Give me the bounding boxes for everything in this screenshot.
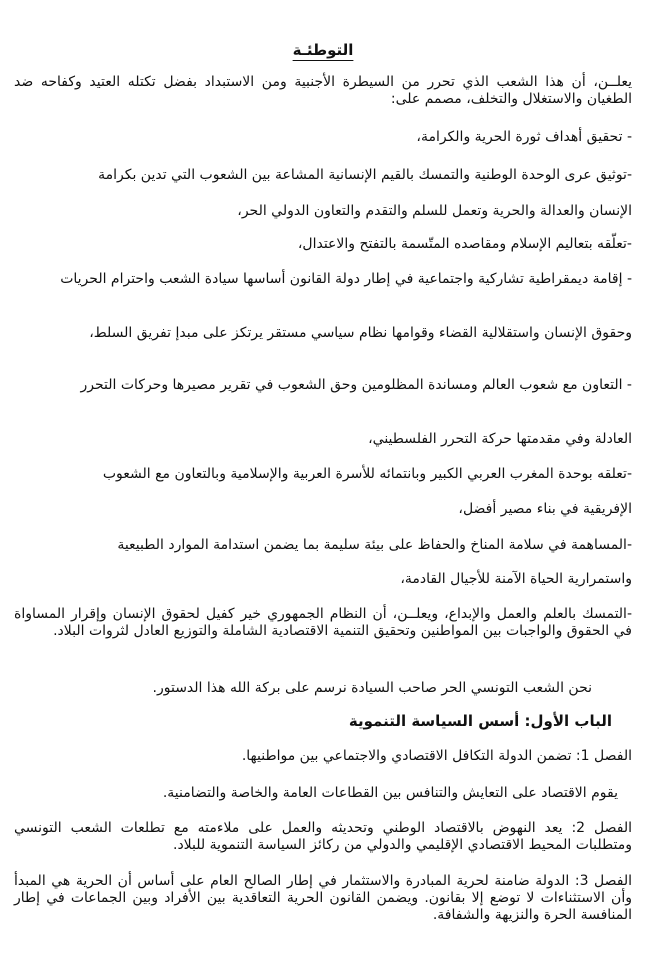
- preamble-item-climate: -المساهمة في سلامة المناخ والحفاظ على بيئة سليمة بما يضمن استدامة الموارد الطبيعية: [117, 537, 632, 553]
- preamble-item-democracy: - إقامة ديمقراطية تشاركية واجتماعية في إطار دولة القانون أساسها سيادة الشعب واحترام الحريات: [60, 271, 632, 287]
- preamble-item-national-unity-cont: الإنسان والعدالة والحرية وتعمل للسلم والتقدم والتعاون الدولي الحر،: [237, 203, 632, 219]
- preamble-item-islam: -تعلّقه بتعاليم الإسلام ومقاصده المتّسمة بالتفتح والاعتدال،: [297, 236, 632, 252]
- preamble-conclusion: نحن الشعب التونسي الحر صاحب السيادة نرسم على بركة الله هذا الدستور.: [152, 680, 592, 696]
- document-title: التوطئـة: [292, 41, 354, 59]
- preamble-item-national-unity: -توثيق عرى الوحدة الوطنية والتمسك بالقيم الإنسانية المشاعة بين الشعوب التي تدين بكرامة: [98, 167, 632, 183]
- preamble-item-human-rights: وحقوق الإنسان واستقلالية القضاء وقوامها نظام سياسي مستقر يرتكز على مبدإ تفريق السلط،: [89, 325, 632, 341]
- article-1-economy: يقوم الاقتصاد على التعايش والتنافس بين القطاعات العامة والخاصة والتضامنية.: [162, 785, 618, 801]
- preamble-item-republic: -التمسك بالعلم والعمل والإبداع، ويعلــن، أن النظام الجمهوري خير كفيل لحقوق الإنسان وإقرار المساواة في الحقوق والواجبات بين المواطنين وتحقيق التنمية الاقتصادية الشاملة والتوزيع العادل لثروات البلاد.: [14, 606, 632, 639]
- article-1: الفصل 1: تضمن الدولة التكافل الاقتصادي والاجتماعي بين مواطنيها.: [241, 748, 632, 764]
- preamble-item-revolution-goals: - تحقيق أهداف ثورة الحرية والكرامة،: [416, 129, 632, 145]
- document-page: [14, 0, 632, 960]
- preamble-paragraph-intro: يعلــن، أن هذا الشعب الذي تحرر من السيطرة الأجنبية ومن الاستبداد بفضل تكتله العتيد وكفاحه ضد الطغيان والاستغلال والتخلف، مصمم على:: [14, 74, 632, 107]
- preamble-item-future-generations: واستمرارية الحياة الآمنة للأجيال القادمة،: [400, 571, 632, 587]
- article-3: الفصل 3: الدولة ضامنة لحرية المبادرة والاستثمار في إطار الصالح العام على أساس أن الحرية هي المبدأ وأن الاستثناءات لا توضع إلا بقانون. ويضمن القانون الحرية التعاقدية بين الأفراد وبين الجماعات في إطار المنافسة الحرة والنزيهة والشفافة.: [14, 873, 632, 923]
- preamble-item-africa: الإفريقية في بناء مصير أفضل،: [458, 501, 632, 517]
- preamble-item-maghreb: -تعلقه بوحدة المغرب العربي الكبير وبانتمائه للأسرة العربية والإسلامية وبالتعاون مع الشعوب: [102, 466, 632, 482]
- article-2: الفصل 2: يعد النهوض بالاقتصاد الوطني وتحديثه والعمل على ملاءمته مع تطلعات الشعب التونسي ومتطلبات المحيط الاقتصادي الإقليمي والدولي من ركائز السياسة التنموية للبلاد.: [14, 820, 632, 853]
- preamble-item-cooperation: - التعاون مع شعوب العالم ومساندة المظلومين وحق الشعوب في تقرير مصيرها وحركات التحرر: [80, 377, 632, 393]
- chapter-title: الباب الأول: أسس السياسة التنموية: [348, 712, 612, 730]
- preamble-item-palestine: العادلة وفي مقدمتها حركة التحرر الفلسطيني،: [368, 431, 632, 447]
